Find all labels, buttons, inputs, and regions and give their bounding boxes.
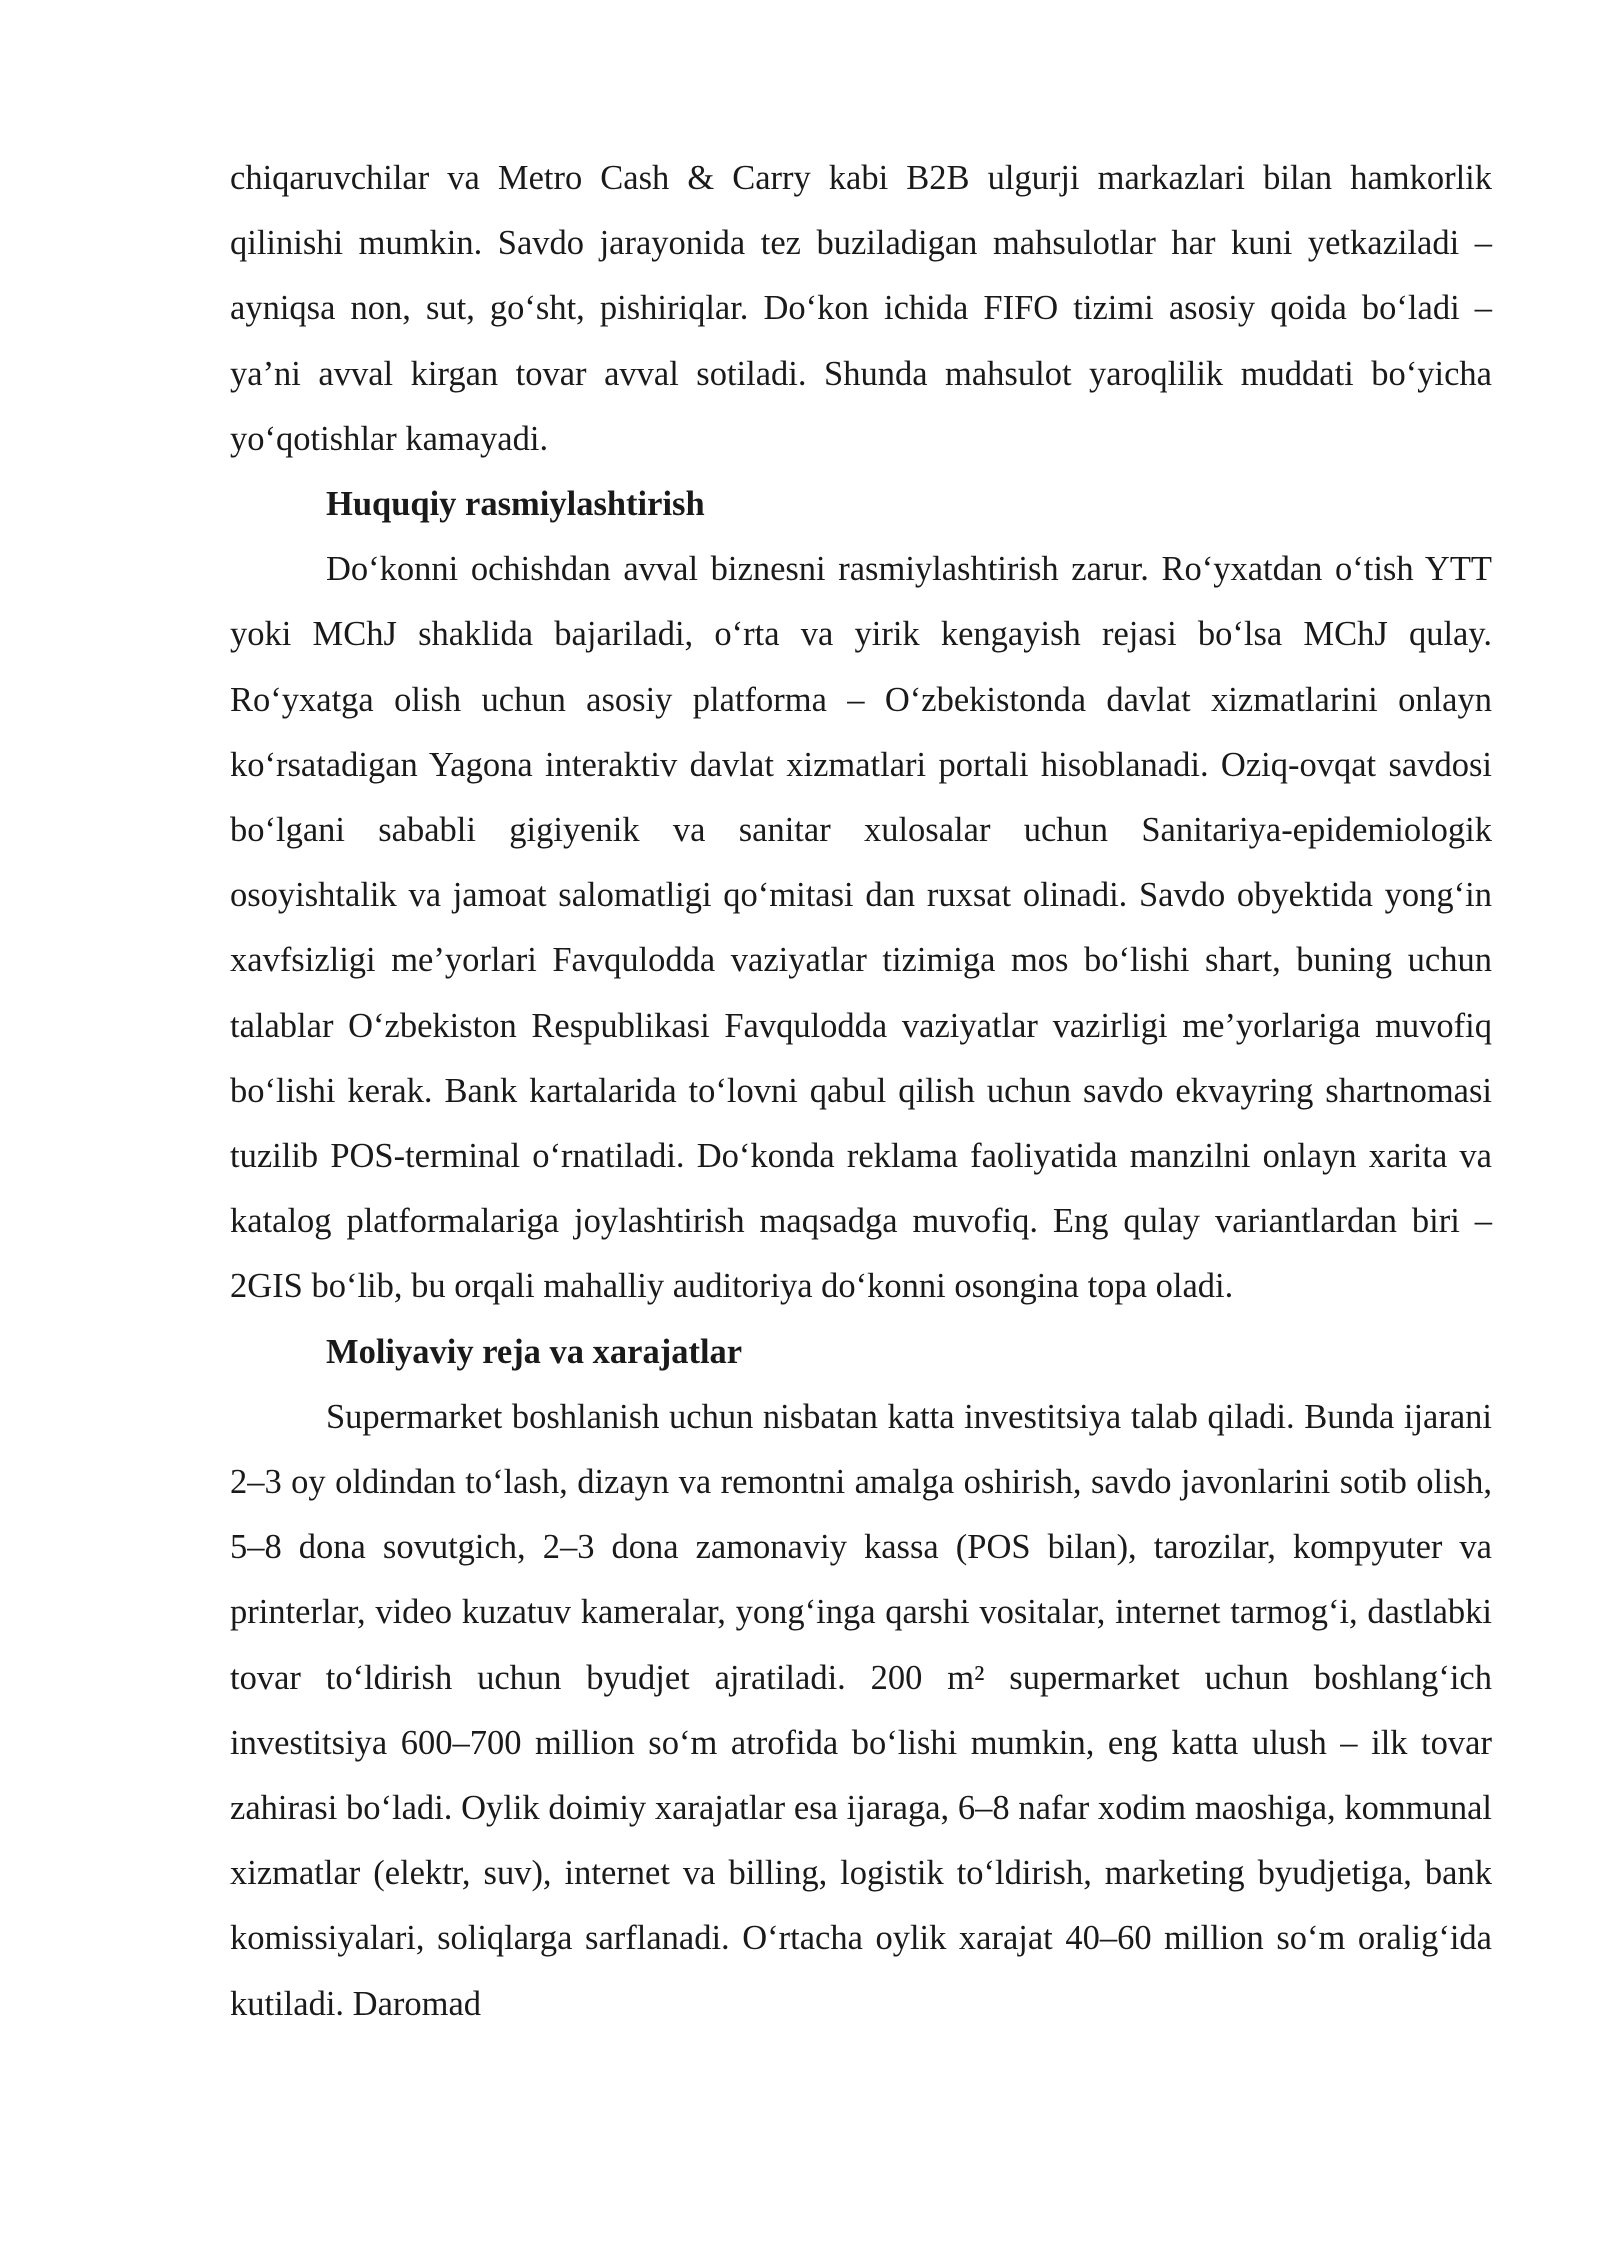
section-heading-finance: Moliyaviy reja va xarajatlar [326, 1332, 743, 1371]
paragraph-finance: Supermarket boshlanish uchun nisbatan katta investitsiya talab qiladi. Bunda ijarani 2–3 oy oldindan to‘lash, dizayn va remontni amalga oshirish, savdo javonlarini sotib olish, 5–8 dona sovutgich, 2–3 dona zamonaviy kassa (POS bilan), tarozilar, kompyuter va printerlar, video kuzatuv kameralar, yong‘inga qarshi vositalar, internet tarmog‘i, dastlabki tovar to‘ldirish uchun byudjet ajratiladi. 200 m² supermarket uchun boshlang‘ich investitsiya 600–700 million so‘m atrofida bo‘lishi mumkin, eng katta ulush – ilk tovar zahirasi bo‘ladi. Oylik doimiy xarajatlar esa ijaraga, 6–8 nafar xodim maoshiga, kommunal xizmatlar (elektr, suv), internet va billing, logistik to‘ldirish, marketing byudjetiga, bank komissiyalari, soliqlarga sarflanadi. O‘rtacha oylik xarajat 40–60 million so‘m oralig‘ida kutiladi. Daromad [230, 1397, 1492, 2023]
paragraph-legal: Do‘konni ochishdan avval biznesni rasmiylashtirish zarur. Ro‘yxatdan o‘tish YTT yoki MChJ shaklida bajariladi, o‘rta va yirik kengayish rejasi bo‘lsa MChJ qulay. Ro‘yxatga olish uchun asosiy platforma – O‘zbekistonda davlat xizmatlarini onlayn ko‘rsatadigan Yagona interaktiv davlat xizmatlari portali hisoblanadi. Oziq-ovqat savdosi bo‘lgani sababli gigiyenik va sanitar xulosalar uchun Sanitariya-epidemiologik osoyishtalik va jamoat salomatligi qo‘mitasi dan ruxsat olinadi. Savdo obyektida yong‘in xavfsizligi me’yorlari Favqulodda vaziyatlar tizimiga mos bo‘lishi shart, buning uchun talablar O‘zbekiston Respublikasi Favqulodda vaziyatlar vazirligi me’yorlariga muvofiq bo‘lishi kerak. Bank kartalarida to‘lovni qabul qilish uchun savdo ekvayring shartnomasi tuzilib POS-terminal o‘rnatiladi. Do‘konda reklama faoliyatida manzilni onlayn xarita va katalog platformalariga joylashtirish maqsadga muvofiq. Eng qulay variantlardan biri – 2GIS bo‘lib, bu orqali mahalliy auditoriya do‘konni osongina topa oladi. [230, 550, 1492, 1306]
section-heading-legal: Huquqiy rasmiylashtirish [326, 485, 705, 524]
document-page [230, 146, 1492, 2037]
paragraph-continuation: chiqaruvchilar va Metro Cash & Carry kabi B2B ulgurji markazlari bilan hamkorlik qilinishi mumkin. Savdo jarayonida tez buziladigan mahsulotlar har kuni yetkaziladi – ayniqsa non, sut, go‘sht, pishiriqlar. Do‘kon ichida FIFO tizimi asosiy qoida bo‘ladi – ya’ni avval kirgan tovar avval sotiladi. Shunda mahsulot yaroqlilik muddati bo‘yicha yo‘qotishlar kamayadi. [230, 159, 1492, 458]
